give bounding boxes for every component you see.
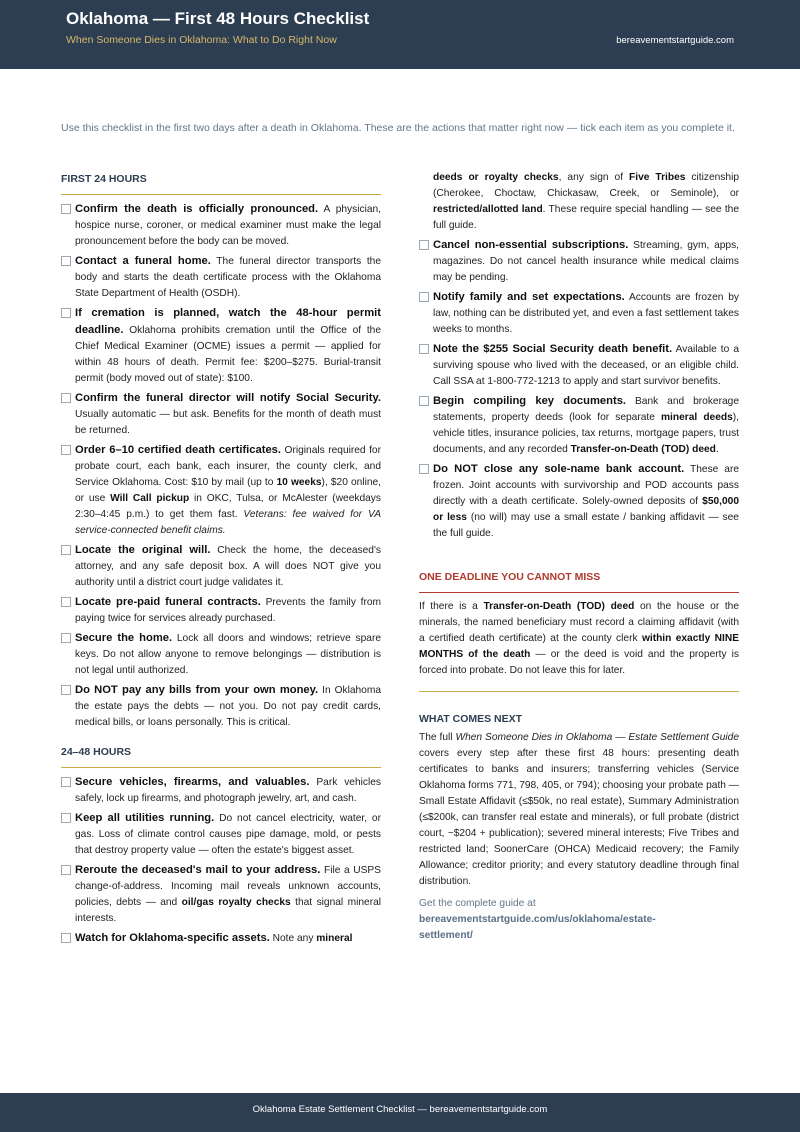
item-body: Note any [269, 933, 317, 944]
intro-text: Use this checklist in the first two days after a death in Oklahoma. These are the actions that matter right now — tick each item as you complete it. [61, 122, 735, 134]
checklist-item [61, 253, 381, 302]
item-body: Prevents the family from paying twice for services already purchased. [75, 597, 381, 624]
section-heading-deadline: ONE DEADLINE YOU CANNOT MISS [419, 568, 739, 593]
item-body: A physician, hospice nurse, coroner, or medical examiner must make the legal pronouncement before the body can be moved. [75, 204, 382, 247]
para-text: covers every step after these first 48 hours: presenting death certificates to banks and insurers; transferring vehicles (Service Oklahoma forms 771, 798, 405, or 794); choosing your probate path — Small Estate Affidavit (≤$50k, no real estate), Summary Administration (≤$200k, can transfer real estate and minerals), or full probate (district court, ~$204 + publication); severed mineral interests; Five Tribes and restricted land; SoonerCare (OHCA) Medicaid recovery; the Family Allowance; creditor priority; and every statutory deadline through final distribution. [419, 748, 739, 887]
item-bold: 10 weeks [276, 477, 322, 488]
item-body: Do not cancel electricity, water, or gas. Loss of climate control causes pipe damage, mold, or pests that destroy property value — often the estate's biggest asset. [75, 813, 381, 856]
guide-link[interactable]: bereavementstartguide.com/us/oklahoma/estate-settlement/ [419, 914, 656, 941]
item-body: in OKC, Tulsa, or McAlester (weekdays 2:30–4:45 p.m.) to get them fast. [75, 493, 381, 520]
item-body: . These require special handling — see the full guide. [433, 204, 739, 231]
item-body: Oklahoma prohibits cremation until the Office of the Chief Medical Examiner (OCME) issues a permit — applied for within 48 hours of death. Permit fee: $200–$275. Burial-transit permit (body moved out of state): $100. [75, 325, 381, 384]
header-site-link[interactable]: bereavementstartguide.com [616, 35, 734, 46]
section-heading-next: WHAT COMES NEXT [419, 713, 523, 725]
item-bold: restricted/allotted land [433, 204, 543, 215]
page-subtitle: When Someone Dies in Oklahoma: What to Do Right Now [66, 34, 337, 46]
item-title: Confirm the death is officially pronounced. [75, 203, 319, 215]
item-bold: mineral [316, 933, 353, 944]
item-title: Locate the original will. [75, 544, 211, 556]
checkbox[interactable] [61, 597, 71, 607]
checklist-item [419, 341, 739, 390]
checklist-item [61, 630, 381, 679]
checkbox[interactable] [419, 344, 429, 354]
item-title: Notify family and set expectations. [433, 291, 625, 303]
para-text: on the house or the minerals, the named beneficiary must record a claiming affidavit (with a certified death certificate) at the county clerk [419, 601, 740, 644]
section-heading-24-48: 24–48 HOURS [61, 743, 381, 768]
checklist-item-continued [419, 170, 739, 234]
item-body: , any sign of [558, 172, 630, 183]
checklist-item [61, 442, 381, 539]
item-title: Begin compiling key documents. [433, 395, 627, 407]
deadline-paragraph [419, 599, 739, 679]
item-body: ), vehicle titles, insurance policies, tax returns, mortgage papers, trust documents, and any recorded [433, 412, 739, 455]
item-title: Secure vehicles, firearms, and valuables. [75, 776, 310, 788]
item-body: citizenship (Cherokee, Choctaw, Chickasaw, Creek, or Seminole), or [433, 172, 739, 199]
item-title: Reroute the deceased's mail to your address. [75, 864, 321, 876]
item-body: Accounts are frozen by law, nothing can be distributed yet, and even a fast settlement takes weeks to months. [433, 292, 739, 335]
checkbox[interactable] [61, 204, 71, 214]
left-column [61, 170, 381, 947]
checklist-item [419, 393, 739, 458]
checkbox[interactable] [61, 308, 71, 318]
checkbox[interactable] [419, 292, 429, 302]
item-title: Note the $255 Social Security death benefit. [433, 343, 673, 355]
item-bold: Transfer-on-Death (TOD) deed [570, 444, 716, 455]
item-body: . [715, 444, 719, 455]
guide-link-lead: Get the complete guide at [419, 898, 536, 909]
page-title: Oklahoma — First 48 Hours Checklist [66, 9, 370, 28]
item-body: Usually automatic — but ask. Benefits for the month of death must be returned. [75, 409, 381, 436]
right-column [419, 170, 739, 944]
checklist-item [61, 542, 381, 591]
checklist-item [61, 862, 381, 927]
item-body: The funeral director transports the body and starts the death certificate process with the Oklahoma State Department of Health (OSDH). [75, 256, 381, 299]
checkbox[interactable] [61, 685, 71, 695]
item-italic-note: Veterans: fee waived for VA service-connected benefit claims. [75, 509, 381, 536]
item-bold: Will Call pickup [110, 493, 190, 504]
item-bold: $50,000 or less [433, 496, 739, 523]
item-body: These are frozen. Joint accounts with survivorship and POD accounts pass directly with a death certificate. Solely-owned deposits of [433, 464, 740, 507]
guide-title: When Someone Dies in Oklahoma — Estate Settlement Guide [455, 732, 739, 743]
item-title: If cremation is planned, watch the 48-hour permit deadline. [75, 307, 381, 336]
item-title: Keep all utilities running. [75, 812, 215, 824]
checklist-item [61, 930, 381, 947]
item-title: Cancel non-essential subscriptions. [433, 239, 629, 251]
checkbox[interactable] [419, 464, 429, 474]
checklist-item [419, 461, 739, 542]
item-body: In Oklahoma the estate pays the debts — not you. Do not pay credit cards, medical bills, or loans personally. This is critical. [75, 685, 381, 728]
para-text: — or the deed is void and the property is forced into probate. Do not leave this for later. [419, 649, 739, 676]
checkbox[interactable] [61, 256, 71, 266]
item-title: Order 6–10 certified death certificates. [75, 444, 282, 456]
checklist-item [61, 810, 381, 859]
checklist-item [419, 237, 739, 286]
item-body: Check the home, the deceased's attorney, and any safe deposit box. A will does NOT give you authority until a district court judge validates it. [75, 545, 382, 588]
checkbox[interactable] [61, 633, 71, 643]
item-body: Streaming, gym, apps, magazines. Do not cancel health insurance while medical claims may be pending. [433, 240, 739, 283]
checklist-item [61, 201, 381, 250]
item-title: Watch for Oklahoma-specific assets. [75, 932, 270, 944]
item-body: (no will) may use a small estate / banking affidavit — see the full guide. [433, 512, 739, 539]
checkbox[interactable] [419, 240, 429, 250]
checkbox[interactable] [61, 865, 71, 875]
footer-text: Oklahoma Estate Settlement Checklist — bereavementstartguide.com [252, 1104, 548, 1115]
para-bold: Transfer-on-Death (TOD) deed [483, 601, 635, 612]
checklist-item [61, 390, 381, 439]
next-paragraph [419, 730, 739, 890]
checkbox[interactable] [61, 445, 71, 455]
item-bold: deeds or royalty checks [433, 172, 559, 183]
item-title: Secure the home. [75, 632, 173, 644]
page-footer [0, 1093, 800, 1132]
item-body: ), $20 online, or use [75, 477, 381, 504]
checkbox[interactable] [419, 396, 429, 406]
para-text: If there is a [419, 601, 484, 612]
checklist-item [61, 682, 381, 731]
item-title: Contact a funeral home. [75, 255, 211, 267]
item-title: Confirm the funeral director will notify Social Security. [75, 392, 381, 404]
item-bold: oil/gas royalty checks [181, 897, 291, 908]
item-body: Park vehicles safely, lock up firearms, and photograph jewelry, art, and cash. [75, 777, 381, 804]
item-bold: mineral deeds [660, 412, 733, 423]
section-heading-first-24: FIRST 24 HOURS [61, 170, 381, 195]
checkbox[interactable] [61, 933, 71, 943]
checklist-item [61, 774, 381, 807]
checkbox[interactable] [61, 813, 71, 823]
item-body: Originals required for probate court, each bank, each insurer, the county clerk, and Service Oklahoma. Cost: $10 by mail (up to [75, 445, 381, 488]
checkbox[interactable] [61, 393, 71, 403]
checklist-item [419, 289, 739, 338]
para-text: The full [419, 732, 456, 743]
checkbox[interactable] [61, 777, 71, 787]
item-body: Lock all doors and windows; retrieve spare keys. Do not allow anyone to remove belongings — distribution is not legal until authorized. [75, 633, 381, 676]
item-body: Bank and brokerage statements, property deeds (look for separate [433, 396, 739, 423]
item-body: that signal mineral interests. [75, 897, 382, 924]
checkbox[interactable] [61, 545, 71, 555]
item-title: Locate pre-paid funeral contracts. [75, 596, 261, 608]
item-body: File a USPS change-of-address. Incoming mail reveals unknown accounts, policies, debts — and [75, 865, 381, 908]
para-bold: within exactly NINE MONTHS of the death [419, 633, 739, 660]
checklist-item [61, 305, 381, 387]
item-body: Available to a surviving spouse who lived with the deceased, or an eligible child. Call SSA at 1-800-772-1213 to apply and start survivor benefits. [433, 344, 740, 387]
divider [419, 691, 739, 692]
item-title: Do NOT pay any bills from your own money. [75, 684, 319, 696]
page-header [0, 0, 800, 69]
item-title: Do NOT close any sole-name bank account. [433, 463, 685, 475]
item-bold: Five Tribes [629, 172, 686, 183]
checklist-item [61, 594, 381, 627]
